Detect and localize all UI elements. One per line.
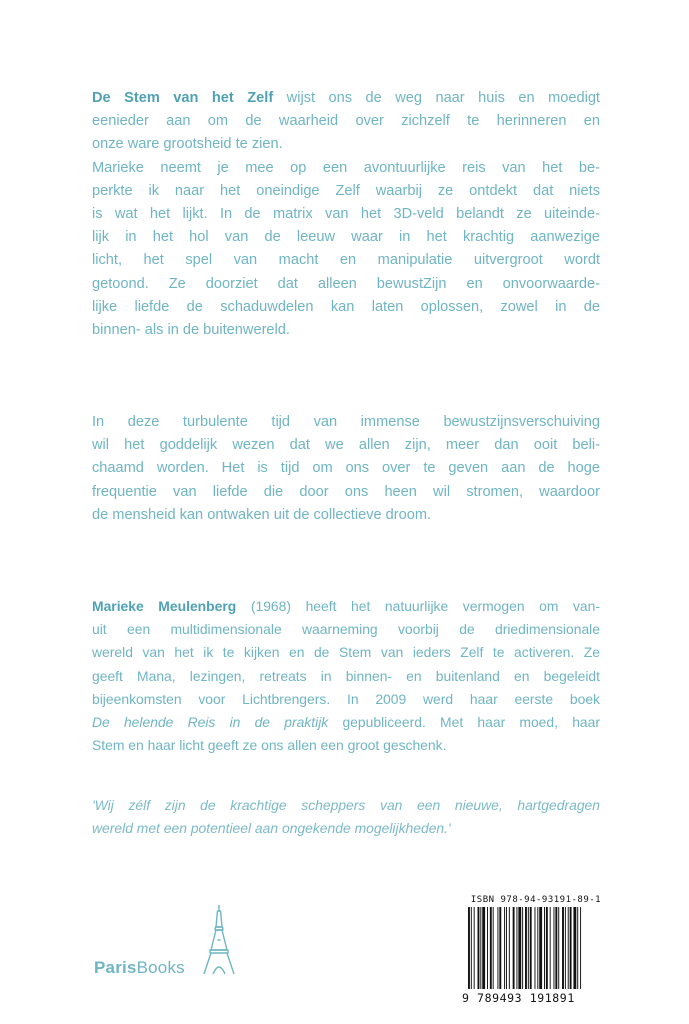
text-line: is wat het lijkt. In de matrix van het 3D-veld belandt ze uiteinde- (92, 206, 600, 223)
barcode-bar (504, 907, 505, 989)
text-span: wijst ons de weg naar huis en moedigt (286, 90, 600, 106)
text-line: wereld met een potentieel aan ongekende mogelijkheden.' (92, 820, 451, 837)
barcode-bar (537, 907, 538, 989)
barcode-bar (522, 907, 523, 989)
barcode-bar (509, 907, 510, 989)
barcode-bar (513, 907, 515, 989)
text-line (92, 87, 600, 110)
quote (92, 794, 600, 840)
author-name: Marieke Meulenberg (92, 598, 237, 614)
barcode-bar (471, 907, 472, 989)
text-span: gepubliceerd. Met haar moed, haar (342, 714, 600, 731)
barcode-bar (580, 907, 581, 989)
barcode-bar (518, 907, 521, 989)
isbn-label: ISBN 978-94-93191-89-1 (470, 895, 602, 905)
barcode-bar (568, 907, 569, 989)
barcode-bar (525, 907, 527, 989)
author-bio (92, 595, 600, 757)
barcode-bar (516, 907, 517, 989)
barcode-bar (558, 907, 559, 989)
barcode-bar (493, 907, 494, 989)
text-line: getoond. Ze doorziet dat alleen bewustZijn en onvoorwaarde- (92, 275, 600, 292)
text-line: de mensheid kan ontwaken uit de collectieve droom. (92, 506, 432, 523)
book-title: De Stem van het Zelf (92, 90, 274, 106)
barcode-bar (565, 907, 566, 989)
barcode-bar (535, 907, 536, 989)
text-line: Marieke neemt je mee op een avontuurlijke reis van het be- (92, 159, 600, 176)
text-line: 'Wij zélf zijn de krachtige scheppers van een nieuwe, hartgedragen (92, 797, 600, 813)
text-line: uit een multidimensionale waarneming voorbij de driedimensionale (92, 621, 600, 638)
barcode-bar (570, 907, 572, 989)
earlier-book-title: De helende Reis in de praktijk (92, 714, 329, 731)
barcode-bar (546, 907, 548, 989)
barcode-bar (506, 907, 507, 989)
barcode-bar (577, 907, 578, 989)
text-line: geeft Mana, lezingen, retreats in binnen- en buitenland en begeleidt (92, 667, 600, 684)
publisher-name-part1: Paris (94, 958, 137, 977)
barcode-bar (468, 907, 470, 989)
barcode-bar (490, 907, 492, 989)
text-line: onze ware grootsheid te zien. (92, 136, 283, 153)
text-line (92, 595, 600, 618)
barcode-bar (480, 907, 481, 989)
text-line: bijeenkomsten voor Lichtbrengers. In 2009 werd haar eerste boek (92, 690, 600, 707)
barcode-bar (544, 907, 545, 989)
text-line (92, 711, 600, 734)
text-line: perkte ik naar het oneindige Zelf waarbij ze ontdekt dat niets (92, 182, 600, 199)
publisher-name-part2: Books (136, 958, 185, 977)
text-line: Stem en haar licht geeft ze ons allen een groot geschenk. (92, 737, 447, 754)
ean-digits: 9 789493 191891 (462, 991, 575, 1005)
text-line: frequentie van liefde die door ons heen wil stromen, waardoor (92, 483, 600, 500)
publisher-logo (94, 905, 264, 975)
barcode-bar (573, 907, 576, 989)
barcode-bar (530, 907, 532, 989)
barcode-bar (539, 907, 542, 989)
barcode-bars (464, 907, 608, 991)
text-line: lijke liefde de schaduwdelen kan laten oplossen, zowel in de (92, 298, 600, 315)
barcode-bar (528, 907, 529, 989)
barcode-bar (550, 907, 551, 989)
barcode-bar (482, 907, 485, 989)
barcode-bar (499, 907, 501, 989)
text-line: In deze turbulente tijd van immense bewustzijnsverschuiving (92, 414, 600, 430)
blurb-paragraph-1 (92, 87, 600, 342)
eiffel-tower-icon (202, 905, 236, 975)
text-line: chaamd worden. Het is tijd om ons over te geven aan de hoge (92, 460, 600, 477)
blurb-paragraph-2 (92, 411, 600, 527)
barcode-bar (478, 907, 480, 989)
text-line: lijk in het hol van de leeuw waar in het krachtig aanwezige (92, 229, 600, 246)
barcode-bar (562, 907, 564, 989)
barcode-bar (487, 907, 488, 989)
text-line: licht, het spel van macht en manipulatie uitvergroot wordt (92, 252, 600, 269)
barcode-bar (554, 907, 555, 989)
barcode-bar (474, 907, 475, 989)
isbn-barcode (462, 895, 610, 1005)
barcode-bar (555, 907, 557, 989)
publisher-name (94, 958, 185, 978)
text-line: eenieder aan om de waarheid over zichzelf te herinneren en (92, 113, 600, 130)
text-line: binnen- als in de buitenwereld. (92, 322, 290, 339)
barcode-bar (497, 907, 498, 989)
text-line: wil het goddelijk wezen dat we allen zijn, meer dan ooit beli- (92, 437, 600, 454)
text-span: (1968) heeft het natuurlijke vermogen om van- (250, 598, 600, 614)
text-line: wereld van het ik te kijken en de Stem van ieders Zelf te activeren. Ze (92, 644, 600, 661)
